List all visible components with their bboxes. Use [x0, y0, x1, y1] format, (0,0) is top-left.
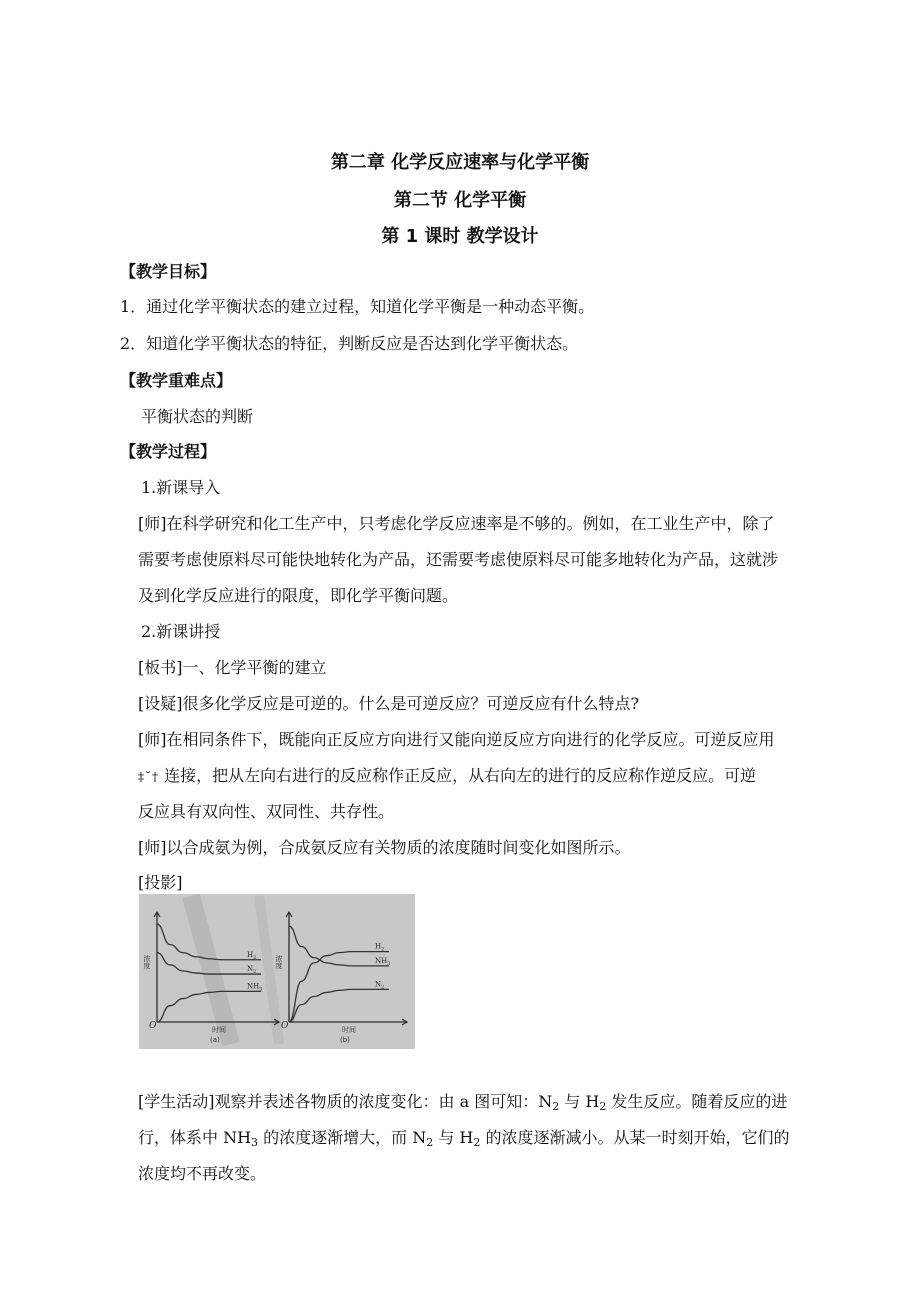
student-text: 与 H [559, 1092, 600, 1111]
student-text: [学生活动]观察并表述各物质的浓度变化：由 a 图可知：N [138, 1092, 553, 1111]
student-activity-line-1 [138, 1091, 787, 1113]
series-label-h2: $H_2$ [375, 942, 385, 953]
keypoints-text: 平衡状态的判断 [141, 407, 254, 426]
x-axis-label: 时间 [342, 1026, 356, 1034]
student-activity-line-3: 浓度均不再改变。 [138, 1164, 267, 1183]
concentration-time-figure [139, 894, 415, 1049]
student-text: 发生反应。随着反应的进 [606, 1092, 788, 1111]
teacher-paragraph-1-line-3: 及到化学反应进行的限度，即化学平衡问题。 [138, 586, 459, 605]
objective-item-2: 2．知道化学平衡状态的特征，判断反应是否达到化学平衡状态。 [120, 334, 579, 353]
series-label-h2: $H_2$ [247, 950, 257, 961]
subscript: 2 [599, 1100, 607, 1113]
subscript: 2 [426, 1136, 434, 1149]
student-text: 的浓度逐渐减小。从某一时刻开始，它们的 [480, 1128, 790, 1147]
series-label-nh3: $NH_3$ [247, 982, 263, 993]
student-text: 的浓度逐渐增大，而 N [258, 1128, 427, 1147]
intro-label: 1.新课导入 [141, 478, 221, 497]
y-axis-label: 浓度 [143, 955, 151, 969]
teacher-paragraph-1-line-2: 需要考虑使原料尽可能快地转化为产品，还需要考虑使原料尽可能多地转化为产品，这就涉 [138, 550, 779, 569]
origin-label: O [281, 1021, 289, 1031]
subscript: 2 [473, 1136, 481, 1149]
objectives-heading: 【教学目标】 [120, 262, 217, 281]
process-heading: 【教学过程】 [120, 442, 217, 461]
y-axis-label: 浓度 [275, 955, 283, 969]
lesson-title: 第 1 课时 教学设计 [381, 226, 539, 247]
series-label-n2: $N_2$ [247, 965, 257, 976]
teacher-paragraph-1-line-1: [师]在科学研究和化工生产中，只考虑化学反应速率是不够的。例如，在工业生产中，除了 [138, 514, 775, 533]
objective-item-1: 1．通过化学平衡状态的建立过程，知道化学平衡是一种动态平衡。 [120, 297, 595, 316]
reversible-arrow-symbol: ‡˘† [138, 770, 159, 784]
lecture-label: 2.新课讲授 [141, 622, 221, 641]
origin-label: O [149, 1021, 157, 1031]
projection-label: [投影] [138, 873, 183, 892]
teacher-paragraph-2-line-2-text: 连接，把从左向右进行的反应称作正反应，从右向左的进行的反应称作逆反应。可逆 [159, 766, 757, 785]
series-label-n2: $N_2$ [375, 980, 385, 991]
question-text: [设疑]很多化学反应是可逆的。什么是可逆反应？可逆反应有什么特点? [138, 694, 640, 713]
subscript: 2 [552, 1100, 560, 1113]
teacher-paragraph-2-line-3: 反应具有双向性、双同性、共存性。 [138, 802, 395, 821]
panel-label: (b) [340, 1036, 350, 1044]
series-label-nh3: $NH_3$ [375, 956, 391, 967]
subscript: 3 [251, 1136, 259, 1149]
panel-label: (a) [210, 1036, 220, 1044]
chapter-title: 第二章 化学反应速率与化学平衡 [330, 152, 590, 173]
teacher-paragraph-3: [师]以合成氨为例，合成氨反应有关物质的浓度随时间变化如图所示。 [138, 838, 631, 857]
teacher-paragraph-2-line-2 [138, 765, 756, 788]
x-axis-label: 时间 [212, 1026, 226, 1034]
student-text: 与 H [433, 1128, 474, 1147]
student-activity-line-2 [138, 1127, 789, 1149]
teacher-paragraph-2-line-1: [师]在相同条件下，既能向正反应方向进行又能向逆反应方向进行的化学反应。可逆反应用 [138, 730, 775, 749]
section-title: 第二节 化学平衡 [393, 190, 527, 211]
board-text: [板书]一、化学平衡的建立 [138, 658, 327, 677]
keypoints-heading: 【教学重难点】 [120, 371, 233, 390]
student-text: 行，体系中 NH [138, 1128, 252, 1147]
